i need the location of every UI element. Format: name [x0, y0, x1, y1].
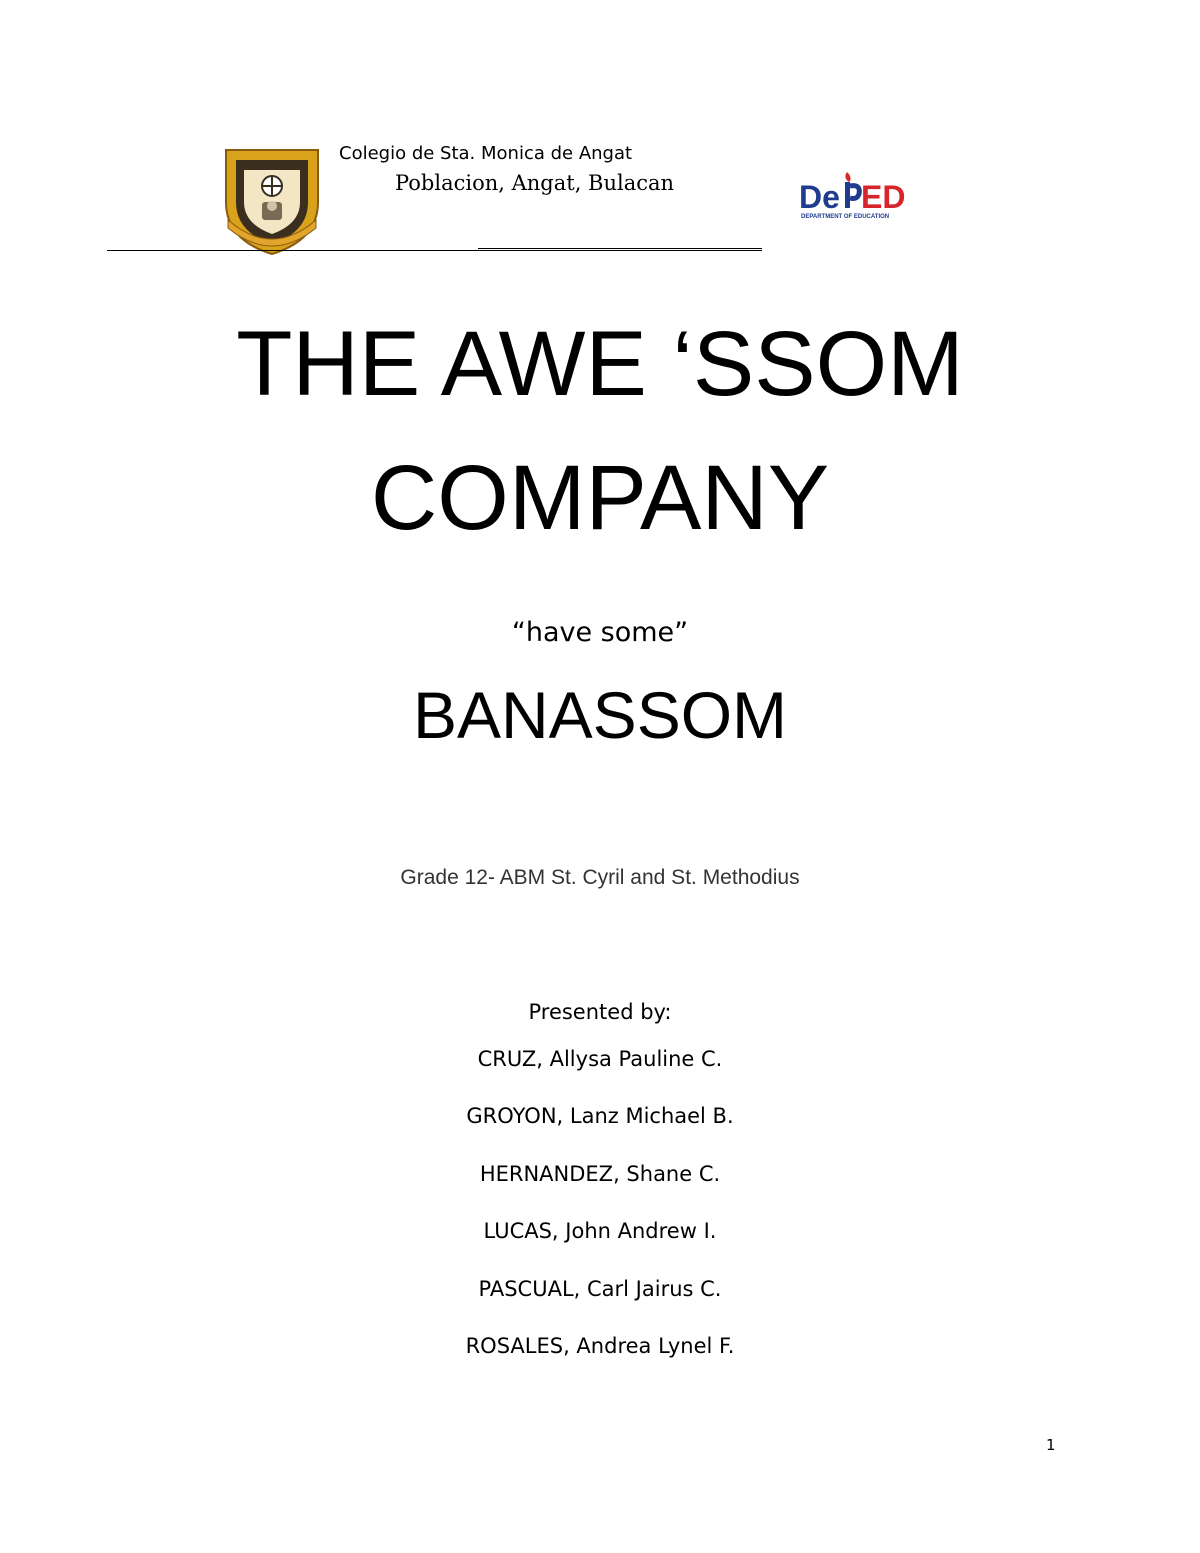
presented-by-label: Presented by: [528, 1000, 672, 1024]
header-divider [107, 250, 762, 251]
company-title-line-1: THE AWE ‘SSOM [236, 313, 964, 415]
company-title-line-2: COMPANY [370, 447, 830, 549]
member-name: PASCUAL, Carl Jairus C. [478, 1276, 722, 1301]
member-list [0, 1045, 1200, 1389]
grade-section: Grade 12- ABM St. Cyril and St. Methodius [400, 866, 800, 889]
tagline: “have some” [511, 617, 689, 648]
svg-text:DEPARTMENT OF EDUCATION: DEPARTMENT OF EDUCATION [801, 214, 890, 220]
member-name: CRUZ, Allysa Pauline C. [477, 1047, 723, 1071]
header-divider-accent [478, 248, 762, 249]
deped-logo-icon [797, 168, 915, 220]
school-name: Colegio de Sta. Monica de Angat [339, 143, 633, 164]
school-address: Poblacion, Angat, Bulacan [395, 171, 675, 195]
member-name: LUCAS, John Andrew I. [483, 1219, 717, 1244]
school-seal-icon [218, 140, 326, 256]
svg-text:ED: ED [861, 179, 906, 215]
svg-text:De: De [799, 179, 840, 215]
member-name: GROYON, Lanz Michael B. [466, 1104, 734, 1129]
member-name: HERNANDEZ, Shane C. [479, 1161, 721, 1186]
product-name: BANASSOM [412, 678, 788, 752]
page-number: 1 [1046, 1436, 1056, 1454]
member-name: ROSALES, Andrea Lynel F. [465, 1333, 735, 1358]
